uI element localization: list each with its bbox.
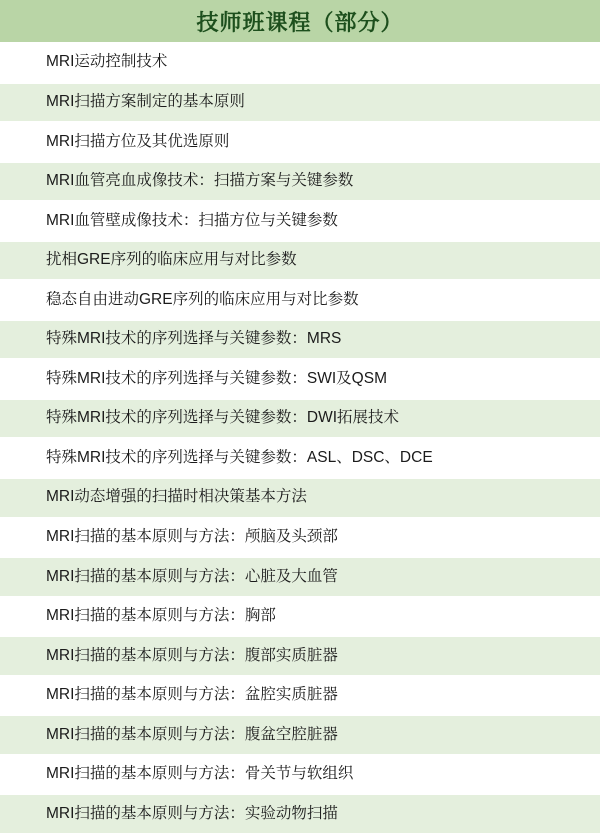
table-row: MRI扫描方位及其优选原则 bbox=[0, 123, 600, 163]
table-row: 扰相GRE序列的临床应用与对比参数 bbox=[0, 242, 600, 282]
table-body bbox=[0, 44, 600, 833]
table-row: 特殊MRI技术的序列选择与关键参数：MRS bbox=[0, 321, 600, 361]
table-row: 特殊MRI技术的序列选择与关键参数：ASL、DSC、DCE bbox=[0, 439, 600, 479]
table-row: MRI扫描的基本原则与方法：实验动物扫描 bbox=[0, 795, 600, 833]
table-row: MRI运动控制技术 bbox=[0, 44, 600, 84]
table-row: MRI扫描的基本原则与方法：颅脑及头颈部 bbox=[0, 519, 600, 559]
table-row: MRI扫描方案制定的基本原则 bbox=[0, 84, 600, 124]
table-row: MRI扫描的基本原则与方法：腹部实质脏器 bbox=[0, 637, 600, 677]
table-row: MRI扫描的基本原则与方法：盆腔实质脏器 bbox=[0, 677, 600, 717]
table-row: MRI扫描的基本原则与方法：骨关节与软组织 bbox=[0, 756, 600, 796]
table-row: MRI扫描的基本原则与方法：心脏及大血管 bbox=[0, 558, 600, 598]
table-row: 特殊MRI技术的序列选择与关键参数：DWI拓展技术 bbox=[0, 400, 600, 440]
table-row: 特殊MRI技术的序列选择与关键参数：SWI及QSM bbox=[0, 360, 600, 400]
table-row: MRI扫描的基本原则与方法：腹盆空腔脏器 bbox=[0, 716, 600, 756]
table-row: MRI血管壁成像技术：扫描方位与关键参数 bbox=[0, 202, 600, 242]
table-row: 稳态自由进动GRE序列的临床应用与对比参数 bbox=[0, 281, 600, 321]
table-row: MRI扫描的基本原则与方法：胸部 bbox=[0, 598, 600, 638]
table-row: MRI动态增强的扫描时相决策基本方法 bbox=[0, 479, 600, 519]
table-title: 技师班课程（部分） bbox=[0, 0, 600, 44]
table-row: MRI血管亮血成像技术：扫描方案与关键参数 bbox=[0, 163, 600, 203]
